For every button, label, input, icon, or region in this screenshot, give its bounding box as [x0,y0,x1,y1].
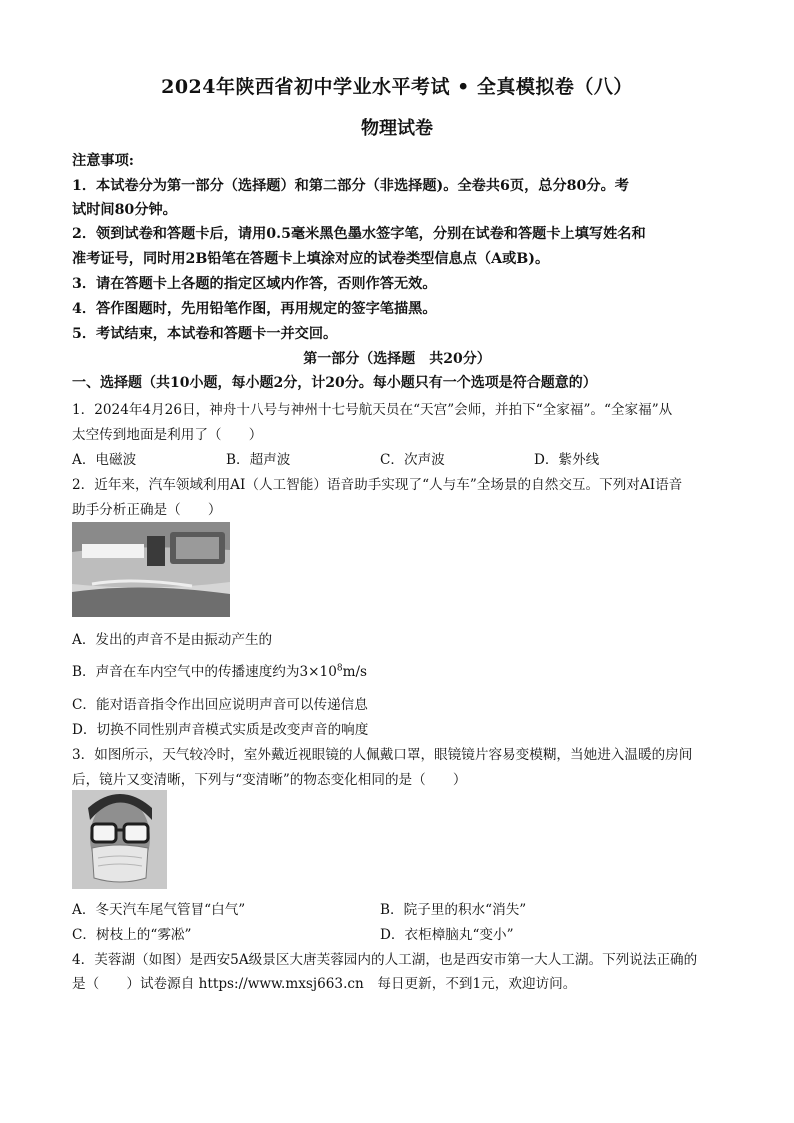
q1-option-d: D．紫外线 [534,452,600,468]
q2-option-b-number: 3×10 [299,664,337,680]
notice-line: 试时间80分钟。 [72,202,177,218]
notice-line: 2．领到试卷和答题卡后，请用0.5毫米黑色墨水签字笔，分别在试卷和答题卡上填写姓名和 [72,226,646,242]
notice-line: 5．考试结束，本试卷和答题卡一并交回。 [72,326,338,342]
question-3-line: 后，镜片又变清晰，下列与“变清晰”的物态变化相同的是（ ） [72,772,467,788]
question-4-line: 是（ ）试卷源自 https://www.mxsj663.cn 每日更新，不到1元，欢迎访问。 [72,976,577,992]
part1-heading: 第一部分（选择题 共20分） [303,351,491,367]
q2-option-b-text: B．声音在车内空气中的传播速度约为 [72,664,300,680]
q3-option-a: A．冬天汽车尾气管冒“白气” [72,902,246,918]
notice-line: 3．请在答题卡上各题的指定区域内作答，否则作答无效。 [72,276,437,292]
q2-option-b [72,660,367,680]
question-4-line: 4．芙蓉湖（如图）是西安5A级景区大唐芙蓉园内的人工湖，也是西安市第一大人工湖。下列说法正确的 [72,952,698,968]
q2-option-b-unit: m/s [342,664,368,680]
q1-option-a: A．电磁波 [72,452,137,468]
question-2-line: 2．近年来，汽车领域利用AI（人工智能）语音助手实现了“人与车”全场景的自然交互。下列对AI语音 [72,477,683,493]
q1-option-c: C．次声波 [380,452,445,468]
question-1-line: 太空传到地面是利用了（ ） [72,427,263,443]
q2-option-a: A．发出的声音不是由振动产生的 [72,632,273,648]
q2-option-b-exponent: 8 [336,663,343,674]
q1-option-b: B．超声波 [226,452,291,468]
masked-person-glasses-photo [72,790,167,889]
q3-option-c: C．树枝上的“雾凇” [72,927,192,943]
question-3-line: 3．如图所示，天气较冷时，室外戴近视眼镜的人佩戴口罩，眼镜镜片容易变模糊，当她进入温暖的房间 [72,747,693,763]
notice-line: 准考证号，同时用2B铅笔在答题卡上填涂对应的试卷类型信息点（A或B)。 [72,251,550,267]
car-voice-assistant-photo [72,522,230,617]
question-2-line: 助手分析正确是（ ） [72,502,222,518]
page-subtitle: 物理试卷 [361,118,433,139]
notice-line: 4．答作图题时，先用铅笔作图，再用规定的签字笔描黑。 [72,301,437,317]
page-title: 2024年陕西省初中学业水平考试 • 全真模拟卷（八） [161,76,633,98]
q2-option-c: C．能对语音指令作出回应说明声音可以传递信息 [72,697,368,713]
question-1-line: 1．2024年4月26日，神舟十八号与神州十七号航天员在“天宫”会师，并拍下“全家福”。“全家福”从 [72,402,673,418]
q2-option-d: D．切换不同性别声音模式实质是改变声音的响度 [72,722,369,738]
q3-option-b: B．院子里的积水“消失” [380,902,527,918]
notice-heading: 注意事项: [72,153,134,169]
notice-line: 1．本试卷分为第一部分（选择题）和第二部分（非选择题)。全卷共6页，总分80分。考 [72,178,629,194]
q3-option-d: D．衣柜樟脑丸“变小” [380,927,514,943]
section-heading: 一、选择题（共10小题，每小题2分，计20分。每小题只有一个选项是符合题意的） [72,375,597,391]
